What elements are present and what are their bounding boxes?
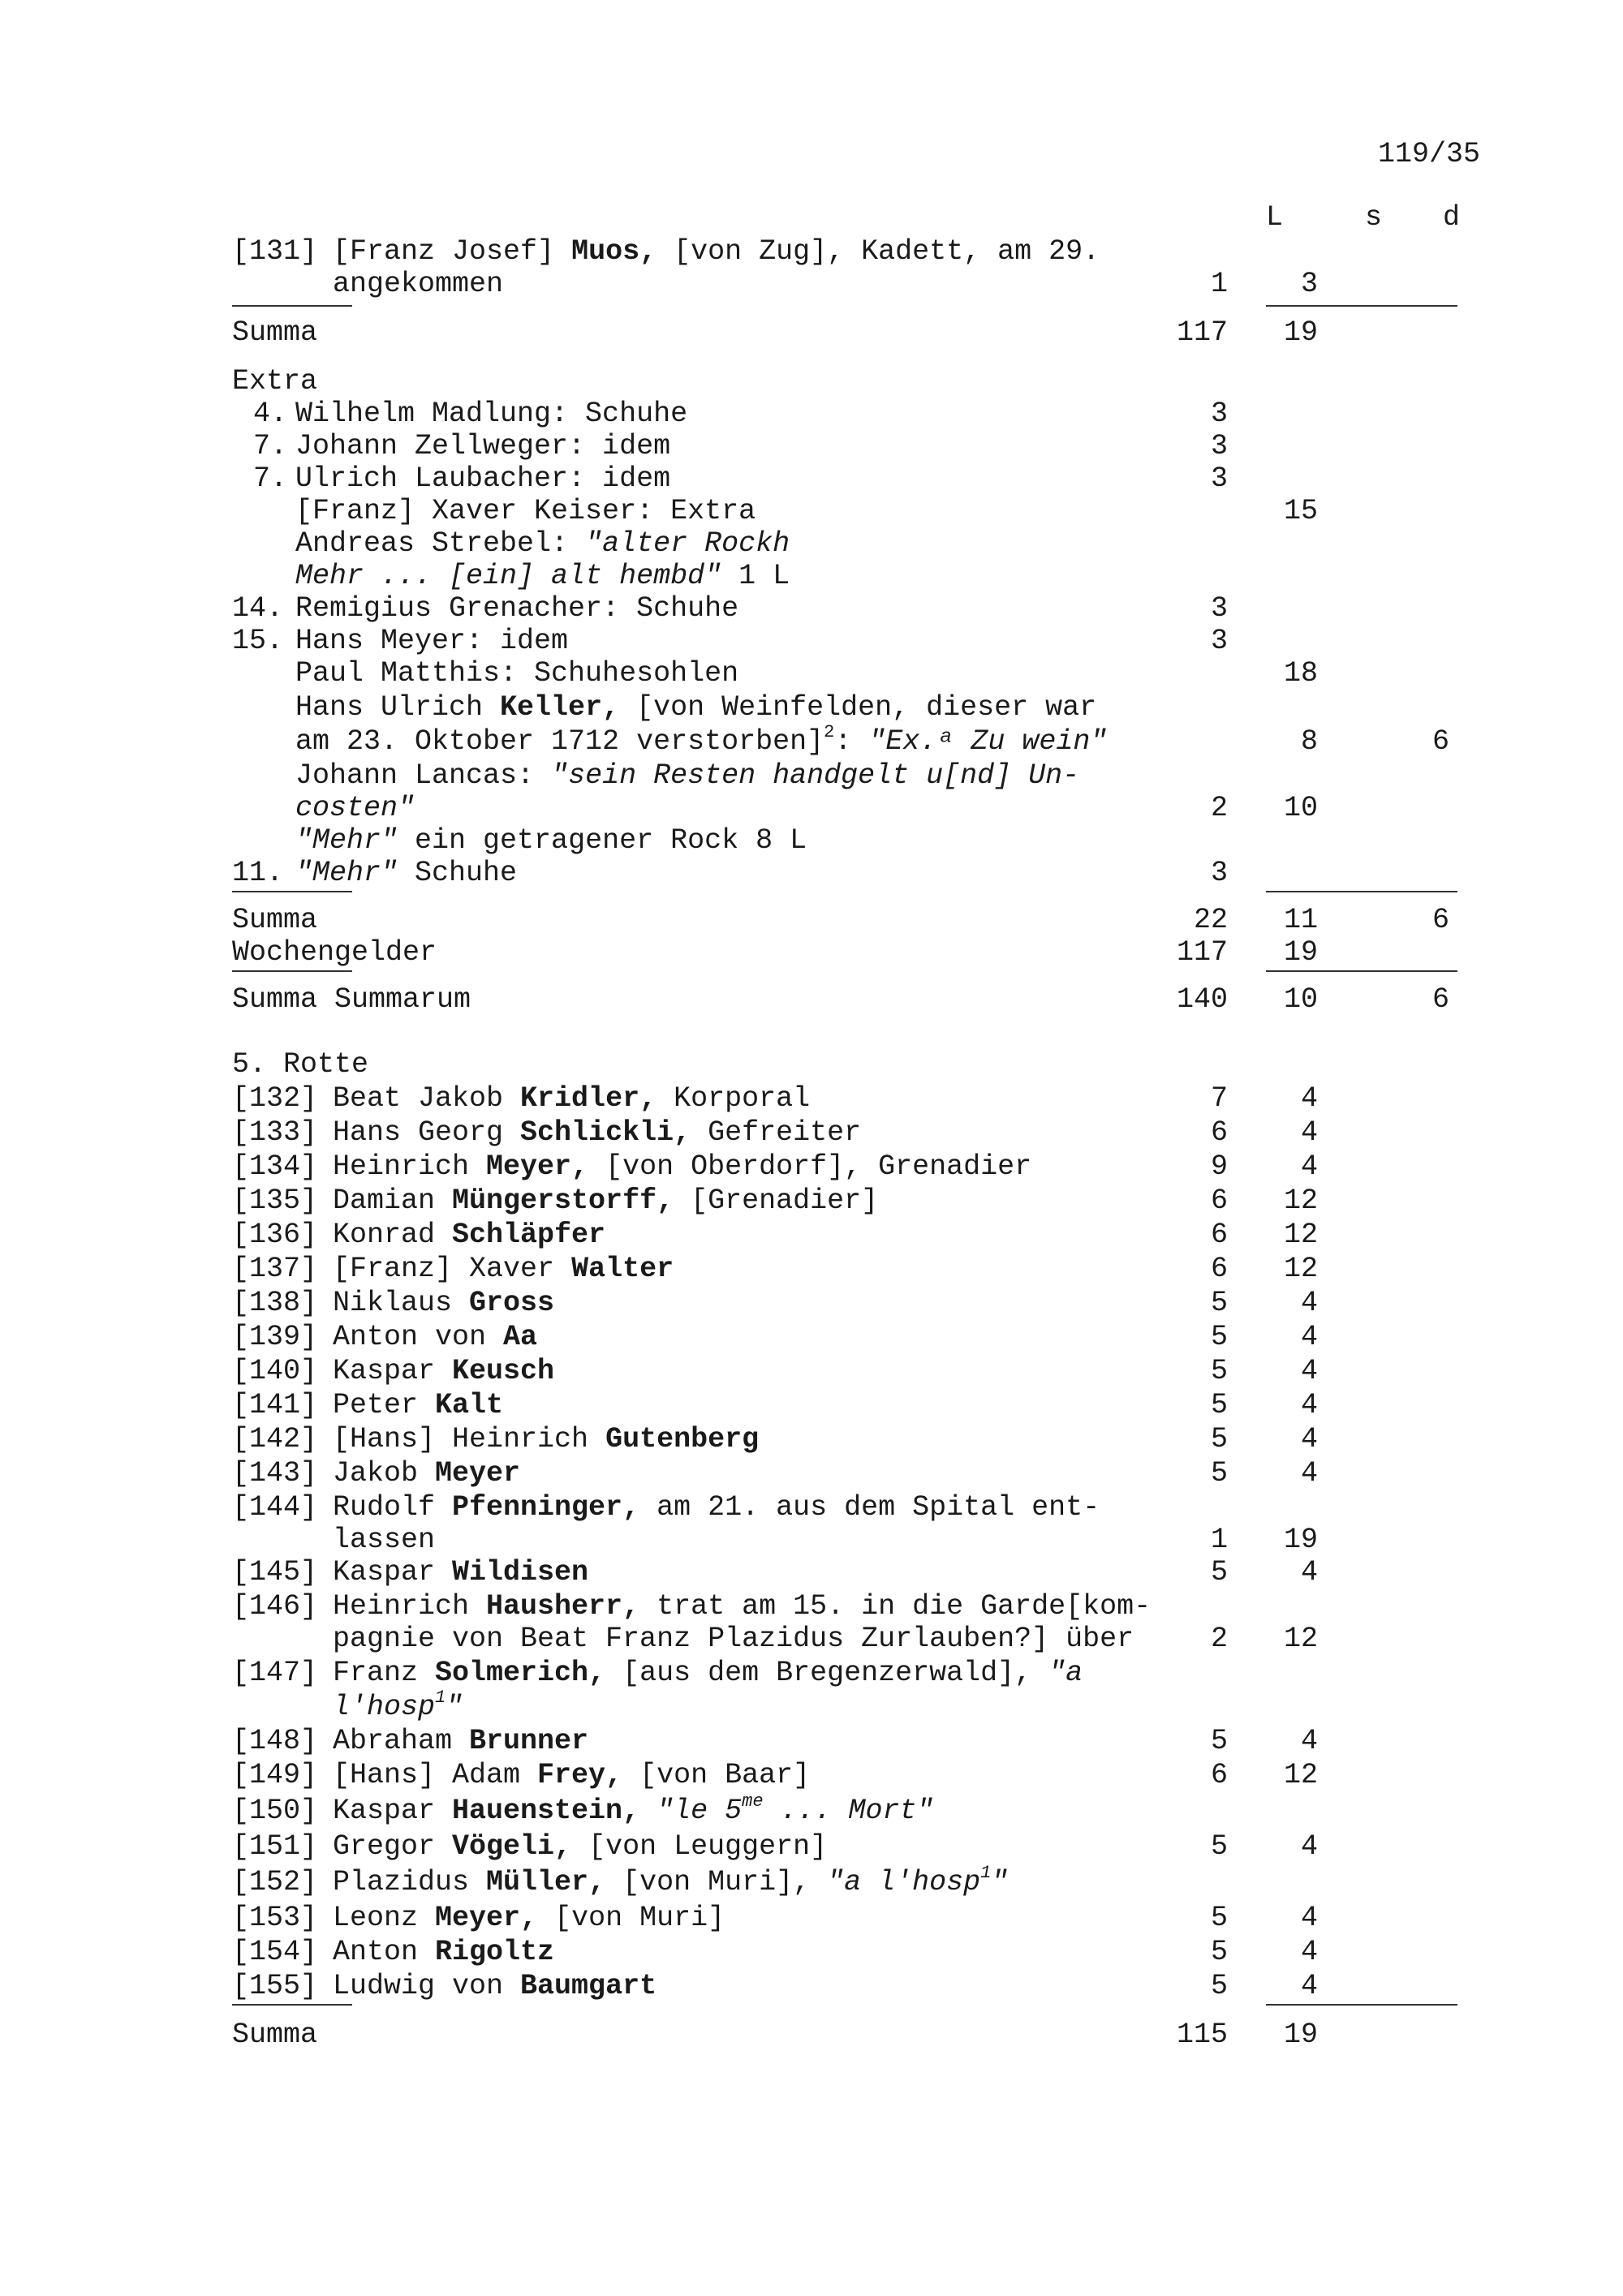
amount-s: 10 [1283,983,1318,1016]
sum-rule [1266,891,1457,892]
roster-row [232,1934,1457,1970]
amount-s: 19 [1283,2019,1318,2051]
surname: Meyer, [435,1902,538,1934]
surname: Keusch [452,1355,555,1387]
roster-row [232,1757,1457,1793]
amount-l: 2 [1210,1623,1228,1655]
item-text: Hans Ulrich Keller, [von Weinfelden, dieser war [295,691,1097,724]
extra-item [232,396,1457,432]
entry-text: Ludwig von Baumgart [333,1970,657,2002]
entry-text: Damian Müngerstorff, [Grenadier] [333,1185,879,1217]
extra-item [232,591,1457,626]
roster-row [232,1864,1457,1900]
quote: "a l'hosp$^1$" [827,1863,1009,1898]
entry-number: [152] [232,1866,318,1898]
section-heading: 5. Rotte [232,1048,369,1081]
summa-label: Summa [232,316,318,349]
divider [232,305,352,307]
roster-row-cont [232,1522,1457,1558]
entry-text: Peter Kalt [333,1389,504,1421]
sum-rule [1266,970,1457,972]
surname: Müller, [486,1866,606,1898]
extra-item [232,493,1457,529]
amount-s: 4 [1300,1423,1318,1455]
divider [232,891,352,892]
amount-d: 6 [1431,904,1449,936]
entry-number: [138] [232,1287,318,1319]
quote: "Mehr" [295,857,398,889]
amount-l: 5 [1210,1725,1228,1757]
wochengelder-label: Wochengelder [232,936,437,969]
amount-l: 5 [1210,1902,1228,1934]
extra-heading [232,363,1457,399]
summa-label: Summa [232,904,318,936]
roster-row [232,1900,1457,1936]
entry-number: [151] [232,1830,318,1863]
amount-d: 6 [1431,983,1449,1016]
roster-row [232,1251,1457,1287]
quote: Mehr ... [ein] alt hembd" [295,560,722,592]
amount-s: 4 [1300,1725,1318,1757]
item-text [295,790,415,826]
entry-text: Jakob Meyer [333,1457,521,1490]
entry-text: Anton von Aa [333,1321,538,1353]
extra-item [232,526,1457,561]
amount-s: 4 [1300,1355,1318,1387]
amount-s: 3 [1300,268,1318,300]
surname: Wildisen [452,1556,589,1589]
entry-text: [Franz] Xaver Walter [333,1253,674,1285]
quote: "a [1048,1657,1083,1689]
entry-text: Franz Solmerich, [aus dem Bregenzerwald], "a [333,1657,1083,1689]
amount-l: 1 [1210,268,1228,300]
amount-s: 8 [1300,725,1318,758]
item-text: Wilhelm Madlung: Schuhe [295,398,688,430]
amount-s: 4 [1300,1556,1318,1589]
amount-l: 22 [1193,904,1228,936]
surname: Hauenstein, [452,1795,640,1827]
amount-s: 19 [1283,1524,1318,1556]
entry-text: Kaspar Hauenstein, "le $5^{me}$ ... Mort" [333,1791,934,1827]
entry-number: [134] [232,1150,318,1183]
roster-row-cont [232,1621,1457,1657]
entry-number: [149] [232,1759,318,1791]
amount-l: 6 [1210,1219,1228,1251]
amount-l: 3 [1210,462,1228,495]
roster-row [232,1353,1457,1389]
summa-row [232,315,1457,350]
roster-row-cont [232,1689,1457,1725]
amount-l: 3 [1210,857,1228,889]
entry-number: [147] [232,1657,318,1689]
entry-text-cont: pagnie von Beat Franz Plazidus Zurlauben?] über [333,1623,1134,1655]
amount-s: 4 [1300,1389,1318,1421]
section-heading: Extra [232,365,318,398]
entry-text: [Hans] Heinrich Gutenberg [333,1423,760,1455]
roster-row [232,1081,1457,1116]
extra-item [232,461,1457,497]
surname: Kalt [435,1389,504,1421]
sum-rule [1266,305,1457,307]
extra-item-cont [232,790,1457,826]
entry-number: [154] [232,1936,318,1968]
amount-s: 11 [1283,904,1318,936]
amount-s: 4 [1300,1321,1318,1353]
item-number: 7. [253,462,288,495]
amount-l: 115 [1176,2019,1228,2051]
amount-s: 4 [1300,1936,1318,1968]
item-text: Hans Meyer: idem [295,625,569,657]
extra-item [232,855,1457,891]
amount-s: 12 [1283,1253,1318,1285]
amount-s: 12 [1283,1219,1318,1251]
extra-item [232,690,1457,725]
roster-row [232,1655,1457,1691]
item-number: 14. [232,592,284,625]
roster-row [232,1217,1457,1253]
entry-text: Heinrich Hausherr, trat am 15. in die Garde[kom- [333,1590,1152,1623]
roster-row [232,1183,1457,1219]
entry-text: Abraham Brunner [333,1725,589,1757]
entry-number: [153] [232,1902,318,1934]
amount-l: 6 [1210,1759,1228,1791]
roster-row [232,1115,1457,1150]
roster-row [232,1554,1457,1590]
amount-s: 15 [1283,495,1318,527]
entry-number: [142] [232,1423,318,1455]
roster-row [232,1968,1457,2004]
quote: "sein Resten handgelt u[nd] Un- [551,759,1080,792]
amount-l: 9 [1210,1150,1228,1183]
roster-row [232,1319,1457,1355]
amount-s: 19 [1283,936,1318,969]
amount-l: 5 [1210,1355,1228,1387]
surname: Meyer, [486,1150,589,1183]
column-header-d: d [1443,201,1461,234]
surname: Solmerich, [435,1657,606,1689]
amount-l: 140 [1176,983,1228,1016]
amount-s: 4 [1300,1082,1318,1115]
amount-l: 3 [1210,430,1228,462]
entry-text: Heinrich Meyer, [von Oberdorf], Grenadier [333,1150,1032,1183]
entry-text: [Hans] Adam Frey, [von Baar] [333,1759,811,1791]
amount-s: 4 [1300,1457,1318,1490]
quote: "Mehr" [295,824,398,857]
entry-text-cont [333,1689,463,1725]
extra-item-cont [232,724,1457,759]
item-text: Remigius Grenacher: Schuhe [295,592,739,625]
amount-d: 6 [1431,725,1449,758]
amount-l: 3 [1210,625,1228,657]
amount-l: 5 [1210,1556,1228,1589]
column-header-s: s [1365,201,1383,234]
entry-number: [140] [232,1355,318,1387]
amount-l: 117 [1176,316,1228,349]
item-text: Andreas Strebel: "alter Rockh [295,527,790,560]
amount-s: 4 [1300,1287,1318,1319]
amount-l: 1 [1210,1524,1228,1556]
amount-l: 5 [1210,1936,1228,1968]
surname: Rigoltz [435,1936,555,1968]
wochengelder-row [232,935,1457,970]
amount-l: 5 [1210,1970,1228,2002]
surname: Schlickli, [520,1116,691,1149]
item-text: Paul Matthis: Schuhesohlen [295,657,739,690]
roster-row [232,1829,1457,1864]
surname: Baumgart [520,1970,657,2002]
amount-s: 12 [1283,1759,1318,1791]
entry-number: [145] [232,1556,318,1589]
entry-number: [132] [232,1082,318,1115]
entry-text: Hans Georg Schlickli, Gefreiter [333,1116,862,1149]
divider [232,970,352,972]
roster-row [232,1387,1457,1423]
amount-s: 4 [1300,1970,1318,2002]
entry-number: [144] [232,1491,318,1524]
surname: Hausherr, [486,1590,640,1623]
item-text: "Mehr" Schuhe [295,857,518,889]
extra-item-cont [232,558,1457,594]
amount-l: 7 [1210,1082,1228,1115]
amount-l: 6 [1210,1116,1228,1149]
quote: "Ex.ᵃ Zu wein" [868,725,1108,758]
item-number: 7. [253,430,288,462]
entry-number: [141] [232,1389,318,1421]
entry-text: Beat Jakob Kridler, Korporal [333,1082,811,1115]
summa-summarum-label: Summa Summarum [232,983,471,1016]
surname: Schläpfer [452,1219,606,1251]
amount-l: 5 [1210,1830,1228,1863]
amount-l: 117 [1176,936,1228,969]
entry-number: [146] [232,1590,318,1623]
entry-text: Leonz Meyer, [von Muri] [333,1902,725,1934]
quote: costen" [295,792,415,824]
item-text: Johann Lancas: "sein Resten handgelt u[nd] Un- [295,759,1080,792]
surname: Gross [469,1287,555,1319]
entry-number: [131] [232,235,318,268]
page-number: 119/35 [1377,138,1480,170]
entry-text: Kaspar Keusch [333,1355,555,1387]
entry-text-cont: lassen [333,1524,436,1556]
item-text: am 23. Oktober 1712 verstorben]$^2$: "Ex.ᵃ Zu wein" [295,722,1108,758]
roster-row [232,1149,1457,1185]
item-text: Johann Zellweger: idem [295,430,671,462]
amount-l: 5 [1210,1389,1228,1421]
quote: "alter Rockh [585,527,790,560]
surname: Brunner [469,1725,589,1757]
entry-text: Niklaus Gross [333,1287,555,1319]
entry-number: [135] [232,1185,318,1217]
extra-item [232,823,1457,858]
surname: Müngerstorff, [452,1185,674,1217]
summa-summarum-row [232,982,1457,1017]
amount-l: 5 [1210,1287,1228,1319]
summa-row [232,2017,1457,2053]
entry-number: [143] [232,1457,318,1490]
summa-label: Summa [232,2019,318,2051]
amount-l: 3 [1210,398,1228,430]
surname: Keller, [500,691,620,724]
entry-number: [150] [232,1795,318,1827]
surname: Gutenberg [605,1423,760,1455]
amount-s: 18 [1283,657,1318,690]
amount-s: 19 [1283,316,1318,349]
entry-number: [155] [232,1970,318,2002]
rotte-heading [232,1047,1457,1082]
amount-s: 4 [1300,1150,1318,1183]
extra-item [232,428,1457,464]
entry-number: [139] [232,1321,318,1353]
quote: l'hosp$^1$" [333,1688,463,1723]
extra-item [232,656,1457,691]
item-text: Ulrich Laubacher: idem [295,462,671,495]
entry-text: Plazidus Müller, [von Muri], "a l'hosp$^1$" [333,1863,1009,1898]
extra-item [232,758,1457,793]
entry-number: [148] [232,1725,318,1757]
entry-number: [136] [232,1219,318,1251]
entry-text: [Franz Josef] Muos, [von Zug], Kadett, am 29. [333,235,1100,268]
entry-text: Rudolf Pfenninger, am 21. aus dem Spital ent- [333,1491,1100,1524]
surname: Walter [571,1253,674,1285]
entry-text: Kaspar Wildisen [333,1556,589,1589]
item-text: [Franz] Xaver Keiser: Extra [295,495,756,527]
amount-l: 2 [1210,792,1228,824]
entry-131-cont [232,266,1457,302]
amount-s: 10 [1283,792,1318,824]
surname: Kridler, [520,1082,657,1115]
divider [232,2004,352,2006]
surname: Aa [503,1321,538,1353]
amount-l: 3 [1210,592,1228,625]
amount-s: 4 [1300,1116,1318,1149]
amount-s: 12 [1283,1623,1318,1655]
entry-number: [133] [232,1116,318,1149]
roster-row [232,1723,1457,1759]
item-text: Mehr ... [ein] alt hembd" 1 L [295,560,790,592]
item-number: 11. [232,857,284,889]
roster-row [232,1490,1457,1525]
amount-s: 4 [1300,1830,1318,1863]
amount-l: 6 [1210,1185,1228,1217]
amount-s: 12 [1283,1185,1318,1217]
column-header-l: L [1266,201,1284,234]
roster-row [232,1421,1457,1457]
item-number: 4. [253,398,288,430]
item-text: "Mehr" ein getragener Rock 8 L [295,824,807,857]
amount-l: 5 [1210,1321,1228,1353]
surname: Muos, [571,235,657,268]
extra-item [232,623,1457,659]
entry-number: [137] [232,1253,318,1285]
amount-s: 4 [1300,1902,1318,1934]
summa-row [232,902,1457,938]
amount-l: 5 [1210,1457,1228,1490]
entry-text: Anton Rigoltz [333,1936,555,1968]
amount-l: 5 [1210,1423,1228,1455]
sum-rule [1266,2004,1457,2006]
entry-text-cont: angekommen [333,268,504,300]
entry-131 [232,234,1457,269]
footnote-ref: 2 [824,722,835,743]
roster-row [232,1793,1457,1829]
surname: Pfenninger, [452,1491,640,1524]
quote: "le $5^{me}$ ... Mort" [657,1791,934,1827]
amount-l: 6 [1210,1253,1228,1285]
entry-text: Gregor Vögeli, [von Leuggern] [333,1830,828,1863]
surname: Vögeli, [452,1830,572,1863]
roster-row [232,1455,1457,1491]
roster-row [232,1285,1457,1321]
item-number: 15. [232,625,284,657]
entry-text: Konrad Schläpfer [333,1219,606,1251]
surname: Frey, [537,1759,623,1791]
roster-row [232,1589,1457,1624]
surname: Meyer [435,1457,521,1490]
